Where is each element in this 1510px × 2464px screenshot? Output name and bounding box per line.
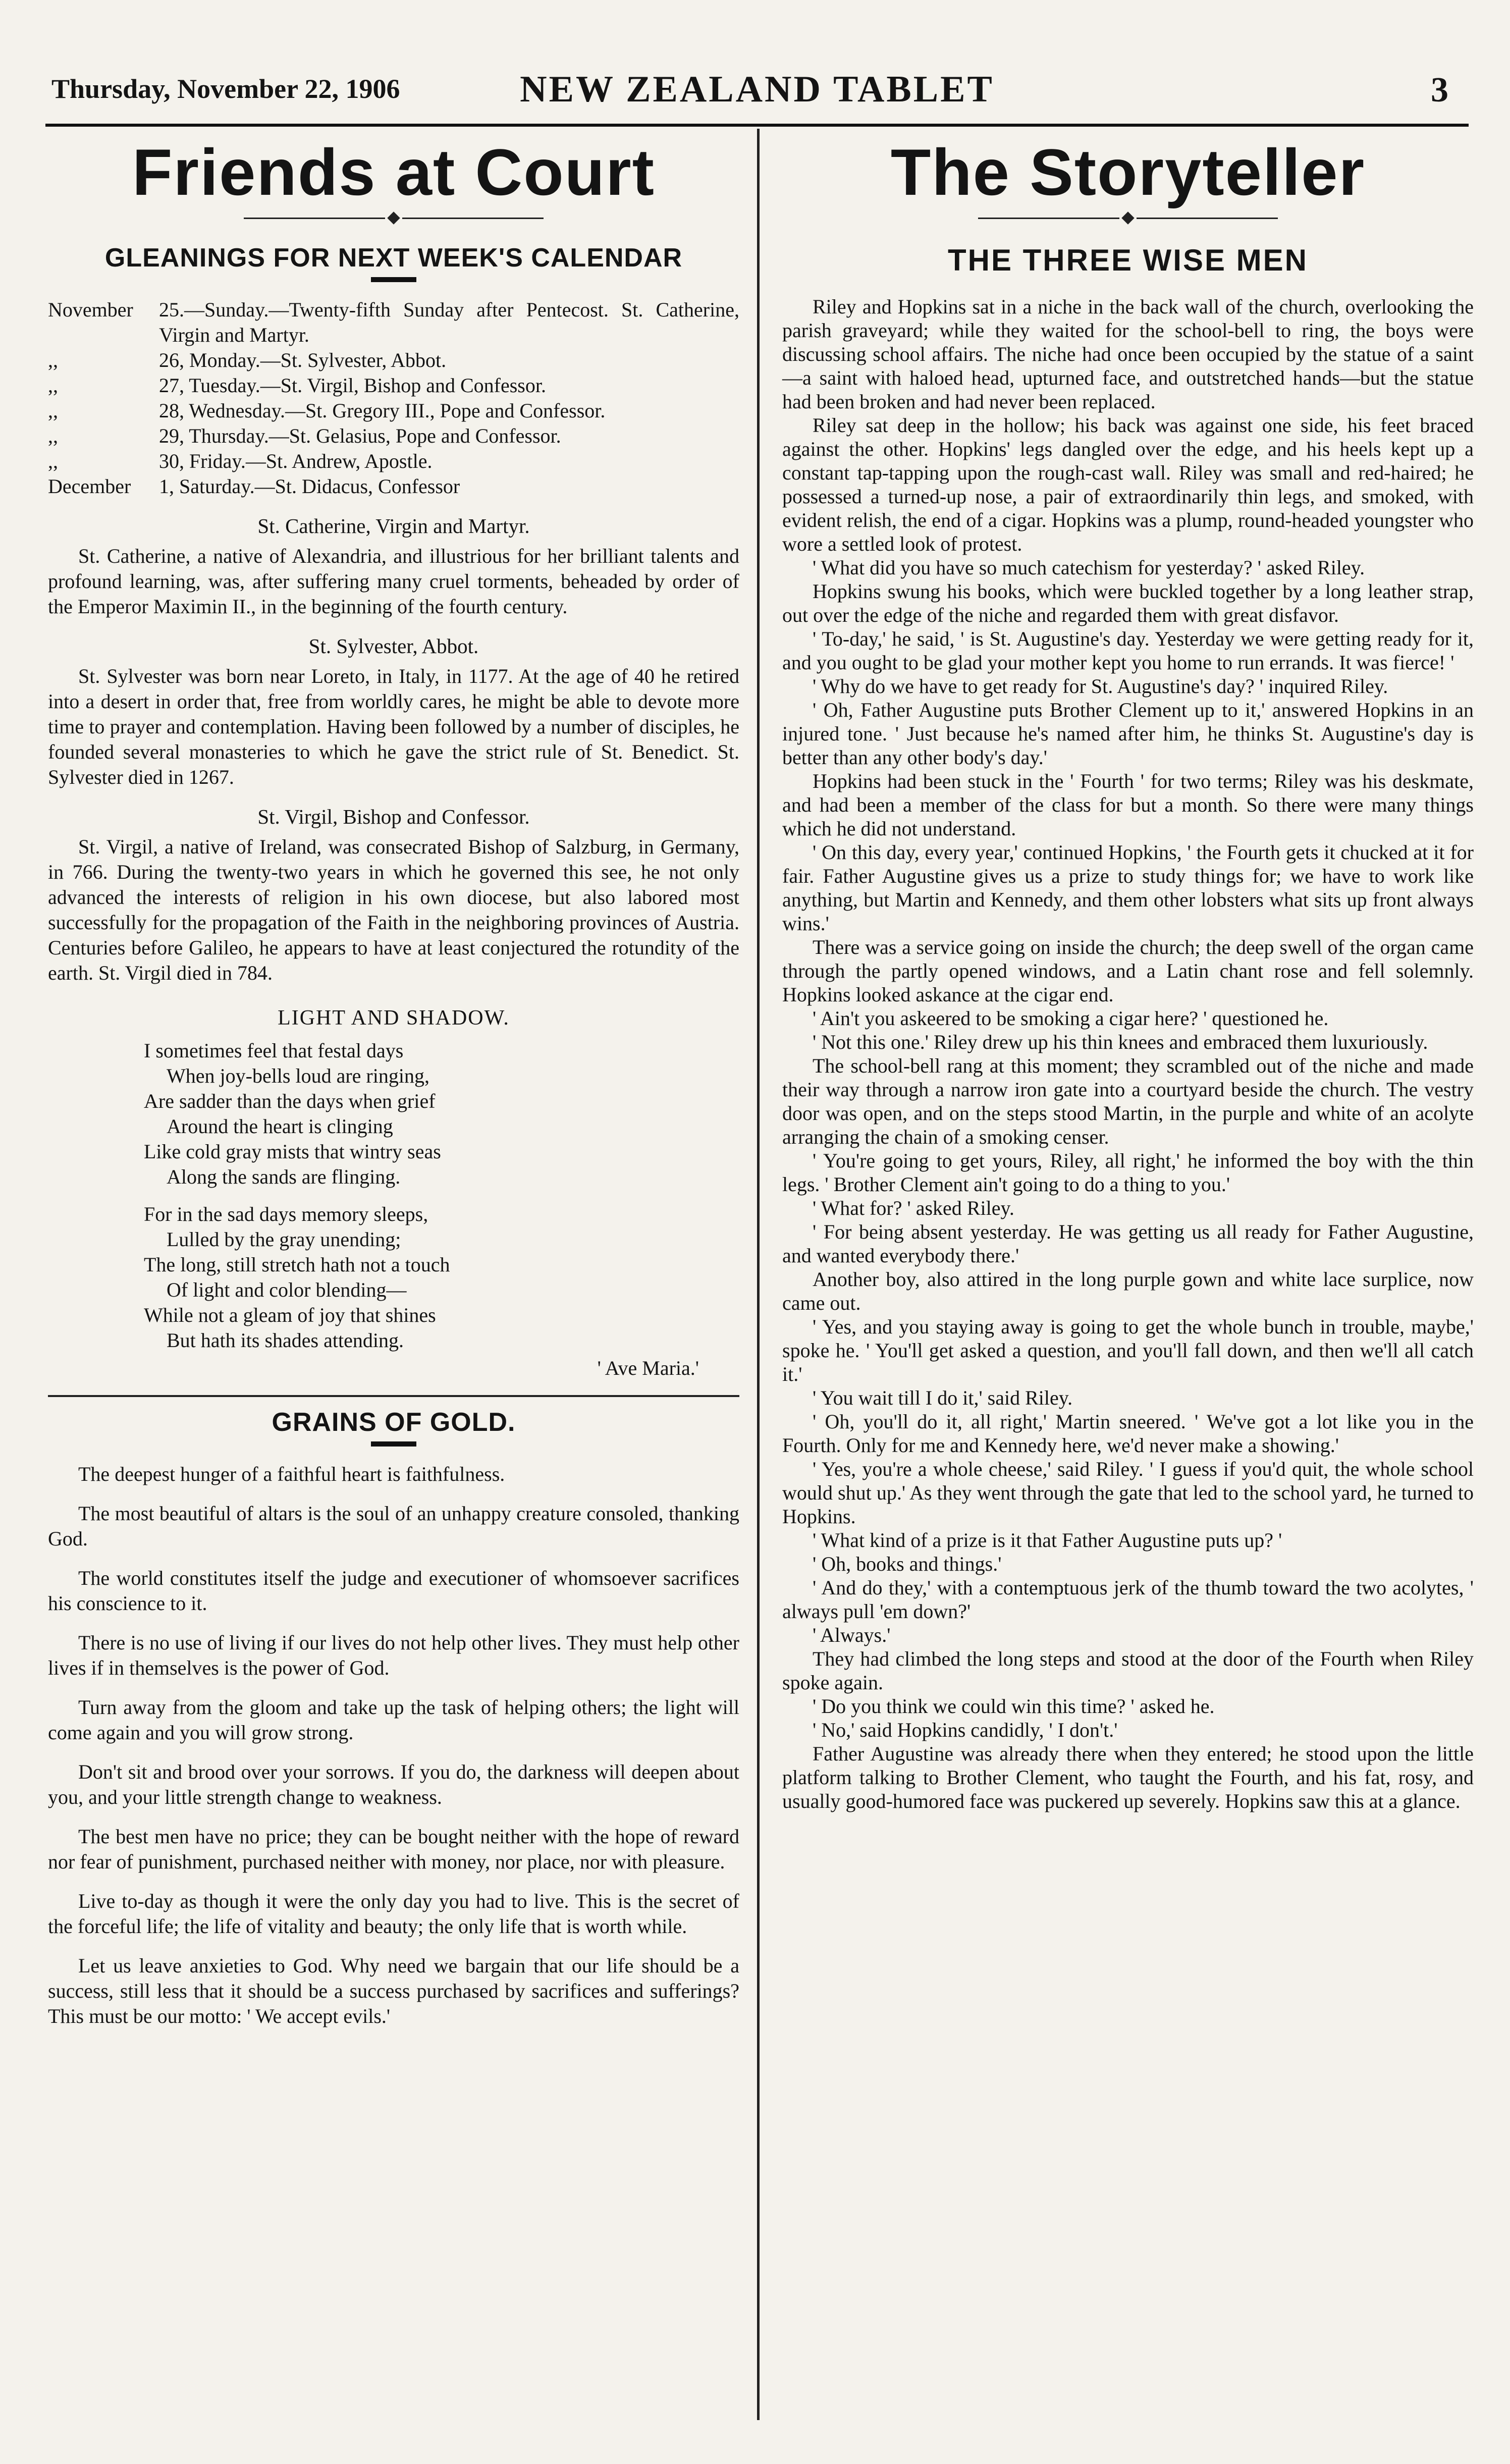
grain-paragraph: The most beautiful of altars is the soul of an unhappy creature consoled, thanking God. [48, 1502, 739, 1550]
story-paragraph: ' To-day,' he said, ' is St. Augustine's day. Yesterday we were getting ready for it, and you ought to be glad your mother kept you home to run errands. It was fierce! ' [782, 627, 1474, 674]
poem-line: Along the sands are flinging. [167, 1165, 401, 1188]
heading-rule [371, 1441, 416, 1447]
story-title: THE THREE WISE MEN [947, 243, 1309, 277]
saint-heading: St. Sylvester, Abbot. [308, 634, 479, 658]
page-number: 3 [1431, 71, 1448, 110]
column-divider [757, 129, 760, 2420]
story-paragraph: ' What for? ' asked Riley. [813, 1197, 1014, 1219]
calendar-row: ,, 29, Thursday.—St. Gelasius, Pope and Confessor. [48, 424, 561, 447]
story-paragraph: They had climbed the long steps and stood at the door of the Fourth when Riley spoke again. [782, 1647, 1474, 1694]
poem-line: When joy-bells loud are ringing, [167, 1064, 429, 1087]
story-paragraph: ' What did you have so much catechism for yesterday? ' asked Riley. [813, 556, 1365, 579]
story-paragraph: ' You're going to get yours, Riley, all right,' he informed the boy with the thin legs. ' Brother Clement ain't going to do a thing to you.' [782, 1149, 1474, 1196]
calendar-row: ,, 27, Tuesday.—St. Virgil, Bishop and Confessor. [48, 374, 546, 397]
poem-title: LIGHT AND SHADOW. [278, 1006, 510, 1030]
title-ornament [782, 213, 1474, 223]
calendar-row: December 1, Saturday.—St. Didacus, Confessor [48, 475, 460, 498]
grain-paragraph: Turn away from the gloom and take up the task of helping others; the light will come again and you will grow strong. [48, 1696, 739, 1744]
right-column [782, 136, 1474, 1813]
poem-line: I sometimes feel that festal days [144, 1039, 404, 1062]
poem-line: While not a gleam of joy that shines [144, 1304, 436, 1326]
story-paragraph: ' Oh, you'll do it, all right,' Martin sneered. ' We've got a lot like you in the Fourth. Only for me and Kennedy here, we'd never make a showing.' [782, 1410, 1474, 1457]
story-paragraph: ' Not this one.' Riley drew up his thin knees and embraced them luxuriously. [813, 1031, 1428, 1053]
section-title-storyteller: The Storyteller [890, 135, 1366, 209]
story-paragraph: The school-bell rang at this moment; they scrambled out of the niche and made their way through a narrow iron gate into a courtyard beside the church. The vestry door was open, and on the steps stood Martin, in the purple and white of an acolyte arranging the chain of a smoking censer. [782, 1054, 1474, 1148]
calendar-list [48, 297, 739, 499]
grains-heading: GRAINS OF GOLD. [272, 1408, 516, 1437]
story-paragraph: ' Ain't you askeered to be smoking a cigar here? ' questioned he. [813, 1007, 1329, 1030]
issue-date: Thursday, November 22, 1906 [51, 74, 400, 104]
page-header [45, 68, 1469, 127]
story-paragraph: ' Yes, you're a whole cheese,' said Riley. ' I guess if you'd quit, the whole school would shut up.' As they went through the gate that led to the school yard, he turned to Hopkins. [782, 1458, 1474, 1528]
story-paragraph: ' And do they,' with a contemptuous jerk of the thumb toward the two acolytes, ' always pull 'em down?' [782, 1576, 1474, 1623]
story-paragraph: ' Yes, and you staying away is going to get the whole bunch in trouble, maybe,' spoke he. ' You'll get asked a question, and you'll fall down, and then we'll all catch it.' [782, 1315, 1474, 1385]
heading-rule [371, 277, 416, 282]
story-paragraph: ' What kind of a prize is it that Father Augustine puts up? ' [813, 1529, 1282, 1551]
poem-line: Around the heart is clinging [167, 1115, 393, 1138]
saint-heading: St. Catherine, Virgin and Martyr. [257, 514, 530, 538]
story-paragraph: Another boy, also attired in the long purple gown and white lace surplice, now came out. [782, 1268, 1474, 1314]
saint-body: St. Virgil, a native of Ireland, was consecrated Bishop of Salzburg, in Germany, in 766. During the twenty-two years in which he governed this see, he not only advanced the interests of religion in his own diocese, but also labored most successfully for the propagation of the Faith in the neighboring provinces of Austria. Centuries before Galileo, he appears to have at least conjectured the rotundity of the earth. St. Virgil died in 784. [48, 835, 739, 984]
poem-line: Are sadder than the days when grief [144, 1090, 436, 1112]
left-column [48, 136, 739, 2029]
story-paragraph: Hopkins had been stuck in the ' Fourth ' for two terms; Riley was his deskmate, and had been a member of the class for but a month. So there were many things which he did not understand. [782, 770, 1474, 840]
grain-paragraph: The world constitutes itself the judge and executioner of whomsoever sacrifices his conscience to it. [48, 1567, 739, 1615]
story-paragraph: ' Always.' [813, 1624, 891, 1646]
story-paragraph: ' For being absent yesterday. He was getting us all ready for Father Augustine, and wanted everybody there.' [782, 1220, 1474, 1267]
poem-attribution: ' Ave Maria.' [597, 1357, 699, 1379]
poem-line: The long, still stretch hath not a touch [144, 1253, 450, 1276]
poem-line: Like cold gray mists that wintry seas [144, 1140, 441, 1163]
calendar-row: ,, 26, Monday.—St. Sylvester, Abbot. [48, 349, 447, 371]
grain-paragraph: Don't sit and brood over your sorrows. If you do, the darkness will deepen about you, and your little strength change to weakness. [48, 1760, 739, 1808]
grain-paragraph: The best men have no price; they can be bought neither with the hope of reward nor fear of punishment, purchased neither with money, nor place, nor with pleasure. [48, 1825, 739, 1873]
calendar-row: November 25.—Sunday.—Twenty-fifth Sunday after Pentecost. St. Catherine, Virgin and Martyr. [48, 298, 739, 346]
story-paragraph: There was a service going on inside the church; the deep swell of the organ came through the partly opened windows, and a Latin chant rose and fell solemnly. Hopkins looked askance at the cigar end. [782, 936, 1474, 1006]
title-ornament [48, 213, 739, 223]
poem-line: Of light and color blending— [167, 1278, 407, 1301]
saint-body: St. Sylvester was born near Loreto, in Italy, in 1177. At the age of 40 he retired into a desert in order that, free from worldly cares, he might be able to devote more time to prayer and contemplation. Having been followed by a number of disciples, he founded several monasteries to which he gave the strict rule of St. Benedict. St. Sylvester died in 1267. [48, 665, 739, 788]
saint-body: St. Catherine, a native of Alexandria, and illustrious for her brilliant talents and profound learning, was, after suffering many cruel torments, beheaded by order of the Emperor Maximin II., in the beginning of the fourth century. [48, 545, 739, 618]
story-paragraph: ' You wait till I do it,' said Riley. [813, 1386, 1073, 1409]
story-paragraph: ' Oh, Father Augustine puts Brother Clement up to it,' answered Hopkins in an injured tone. ' Just because he's named after him, he thinks St. Augustine's day is better than any other body's day.' [782, 699, 1474, 769]
story-paragraph: Father Augustine was already there when they entered; he stood upon the little platform talking to Brother Clement, who taught the Fourth, and his fat, rosy, and usually good-humored face was puckered up severely. Hopkins saw this at a glance. [782, 1742, 1474, 1812]
section-separator [48, 1395, 739, 1397]
grain-paragraph: Live to-day as though it were the only day you had to live. This is the secret of the forceful life; the life of vitality and beauty; the only life that is worth while. [48, 1890, 739, 1938]
poem-line: Lulled by the gray unending; [167, 1228, 401, 1251]
story-paragraph: ' No,' said Hopkins candidly, ' I don't.' [813, 1719, 1118, 1741]
calendar-row: ,, 28, Wednesday.—St. Gregory III., Pope and Confessor. [48, 399, 606, 422]
story-paragraph: Riley sat deep in the hollow; his back was against one side, his feet braced against the other. Hopkins' legs dangled over the edge, and his heels kept up a constant tap-tapping upon the rough-cast wall. Riley was small and red-haired; he possessed a turned-up nose, a pair of extraordinarily thin legs, and smoked, with evident relish, the end of a cigar. Hopkins was a plump, round-headed youngster who wore a settled look of protest. [782, 414, 1474, 555]
grain-paragraph: Let us leave anxieties to God. Why need we bargain that our life should be a success, still less that it should be a success purchased by sacrifices and sufferings? This must be our motto: ' We accept evils.' [48, 1954, 739, 2027]
story-paragraph: ' Oh, books and things.' [813, 1552, 1002, 1575]
poem-line: But hath its shades attending. [167, 1329, 404, 1352]
calendar-row: ,, 30, Friday.—St. Andrew, Apostle. [48, 450, 433, 472]
story-paragraph: Riley and Hopkins sat in a niche in the back wall of the church, overlooking the parish graveyard; while they waited for the school-bell to ring, the boys were discussing school affairs. The niche had once been occupied by the statue of a saint—a saint with haloed head, upturned face, and outstretched hands—but the statue had been broken and had never been replaced. [782, 295, 1474, 413]
story-paragraph: ' Why do we have to get ready for St. Augustine's day? ' inquired Riley. [813, 675, 1388, 698]
story-paragraph: ' Do you think we could win this time? ' asked he. [813, 1695, 1215, 1718]
poem-line: For in the sad days memory sleeps, [144, 1203, 428, 1225]
saint-heading: St. Virgil, Bishop and Confessor. [257, 805, 530, 828]
story-paragraph: ' On this day, every year,' continued Hopkins, ' the Fourth gets it chucked at it for fair. Father Augustine gives us a prize to study things for; we have to work like anything, but Martin and Kennedy, and them other lobsters what sits up front always wins.' [782, 841, 1474, 935]
masthead: NEW ZEALAND TABLET [520, 69, 994, 110]
story-paragraph: Hopkins swung his books, which were buckled together by a long leather strap, out over the edge of the niche and regarded them with great disfavor. [782, 580, 1474, 626]
calendar-heading: GLEANINGS FOR NEXT WEEK'S CALENDAR [104, 243, 683, 273]
poem [144, 1038, 739, 1353]
section-title-friends-at-court: Friends at Court [132, 135, 655, 209]
grain-paragraph: There is no use of living if our lives do not help other lives. They must help other lives if in themselves is the power of God. [48, 1631, 739, 1679]
grain-paragraph: The deepest hunger of a faithful heart is faithfulness. [78, 1463, 505, 1485]
